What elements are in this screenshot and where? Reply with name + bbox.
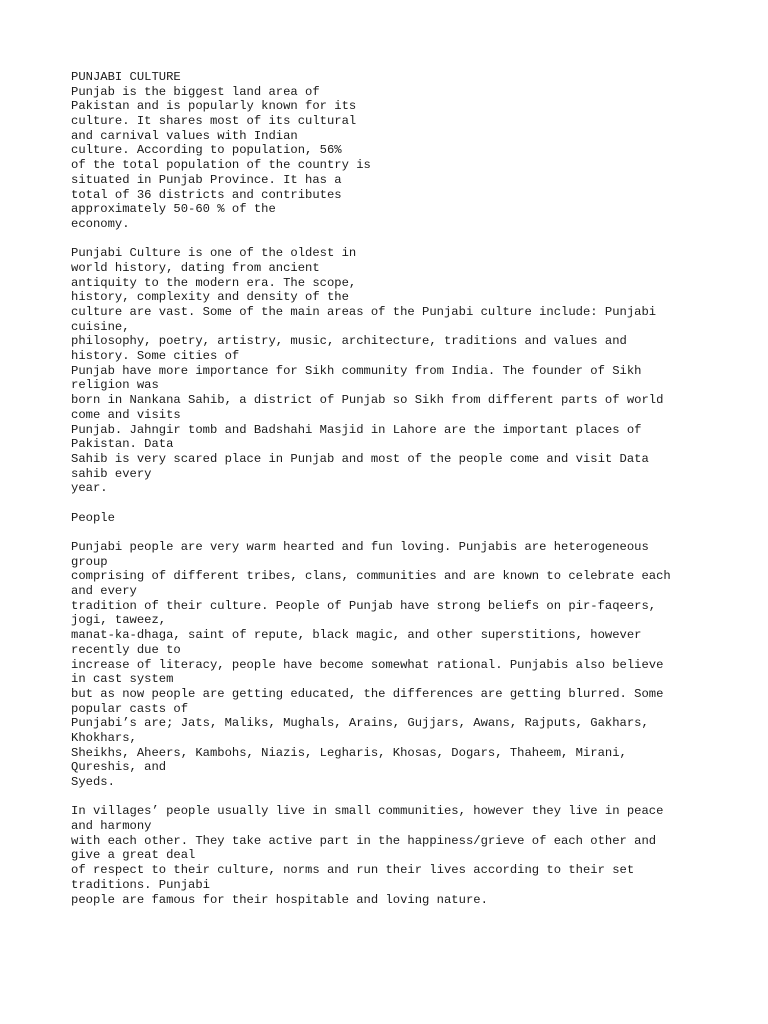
- text-line: traditions. Punjabi: [71, 877, 210, 892]
- people-paragraph: [71, 540, 731, 790]
- text-line: but as now people are getting educated, the differences are getting blurred. Some: [71, 686, 664, 701]
- text-line: and carnival values with Indian: [71, 128, 298, 143]
- text-line: Punjab have more importance for Sikh community from India. The founder of Sikh: [71, 363, 642, 378]
- text-line: of the total population of the country is: [71, 158, 371, 173]
- text-line: comprising of different tribes, clans, communities and are known to celebrate each: [71, 569, 671, 584]
- text-line: popular casts of: [71, 701, 189, 716]
- text-line: In villages’ people usually live in small communities, however they live in peace: [71, 804, 664, 819]
- people-heading: People: [71, 510, 115, 525]
- text-line: manat-ka-dhaga, saint of repute, black magic, and other superstitions, however: [71, 628, 642, 643]
- document-page: [71, 70, 731, 907]
- text-line: Pakistan. Data: [71, 437, 174, 452]
- text-line: world history, dating from ancient: [71, 260, 320, 275]
- text-line: Punjab is the biggest land area of: [71, 84, 320, 99]
- history-paragraph: [71, 246, 731, 496]
- text-line: Sahib is very scared place in Punjab and most of the people come and visit Data: [71, 451, 649, 466]
- text-line: culture are vast. Some of the main areas of the Punjabi culture include: Punjabi: [71, 305, 657, 319]
- text-line: of respect to their culture, norms and run their lives according to their set: [71, 863, 635, 878]
- text-line: Punjabi people are very warm hearted and fun loving. Punjabis are heterogeneous: [71, 540, 649, 554]
- text-line: antiquity to the modern era. The scope,: [71, 275, 357, 290]
- intro-paragraph: [71, 85, 731, 232]
- text-line: jogi, taweez,: [71, 613, 167, 628]
- villages-paragraph: [71, 804, 731, 907]
- paragraph-gap: [71, 232, 731, 247]
- text-line: year.: [71, 481, 108, 496]
- text-line: cuisine,: [71, 319, 130, 334]
- text-line: give a great deal: [71, 848, 196, 863]
- text-line: people are famous for their hospitable and loving nature.: [71, 892, 488, 907]
- text-line: culture. According to population, 56%: [71, 143, 342, 158]
- text-line: economy.: [71, 216, 130, 231]
- text-line: tradition of their culture. People of Punjab have strong beliefs on pir-faqeers,: [71, 598, 657, 613]
- text-line: Khokhars,: [71, 730, 137, 745]
- text-line: sahib every: [71, 466, 152, 481]
- text-line: with each other. They take active part in the happiness/grieve of each other and: [71, 833, 657, 848]
- text-line: and harmony: [71, 819, 152, 834]
- text-line: in cast system: [71, 672, 174, 687]
- text-line: recently due to: [71, 642, 181, 657]
- paragraph-gap: [71, 525, 731, 540]
- text-line: total of 36 districts and contributes: [71, 187, 342, 202]
- document-title: PUNJABI CULTURE: [71, 70, 181, 84]
- text-line: situated in Punjab Province. It has a: [71, 172, 342, 187]
- text-line: come and visits: [71, 407, 181, 422]
- text-line: Punjabi Culture is one of the oldest in: [71, 246, 357, 261]
- text-line: Pakistan and is popularly known for its: [71, 99, 357, 114]
- text-line: philosophy, poetry, artistry, music, architecture, traditions and values and: [71, 334, 627, 349]
- paragraph-gap: [71, 790, 731, 805]
- text-line: approximately 50-60 % of the: [71, 202, 276, 217]
- text-line: religion was: [71, 378, 159, 393]
- text-line: culture. It shares most of its cultural: [71, 114, 357, 129]
- text-line: born in Nankana Sahib, a district of Punjab so Sikh from different parts of world: [71, 393, 664, 408]
- text-line: Punjab. Jahngir tomb and Badshahi Masjid in Lahore are the important places of: [71, 422, 642, 437]
- text-line: history, complexity and density of the: [71, 290, 349, 305]
- text-line: Qureshis, and: [71, 760, 167, 775]
- text-line: Punjabi’s are; Jats, Maliks, Mughals, Arains, Gujjars, Awans, Rajputs, Gakhars,: [71, 716, 649, 731]
- text-line: history. Some cities of: [71, 349, 240, 364]
- text-line: and every: [71, 584, 137, 599]
- text-line: Syeds.: [71, 775, 115, 789]
- paragraph-gap: [71, 496, 731, 511]
- text-line: Sheikhs, Aheers, Kambohs, Niazis, Legharis, Khosas, Dogars, Thaheem, Mirani,: [71, 745, 627, 760]
- text-line: increase of literacy, people have become somewhat rational. Punjabis also believe: [71, 657, 664, 672]
- text-line: group: [71, 554, 108, 569]
